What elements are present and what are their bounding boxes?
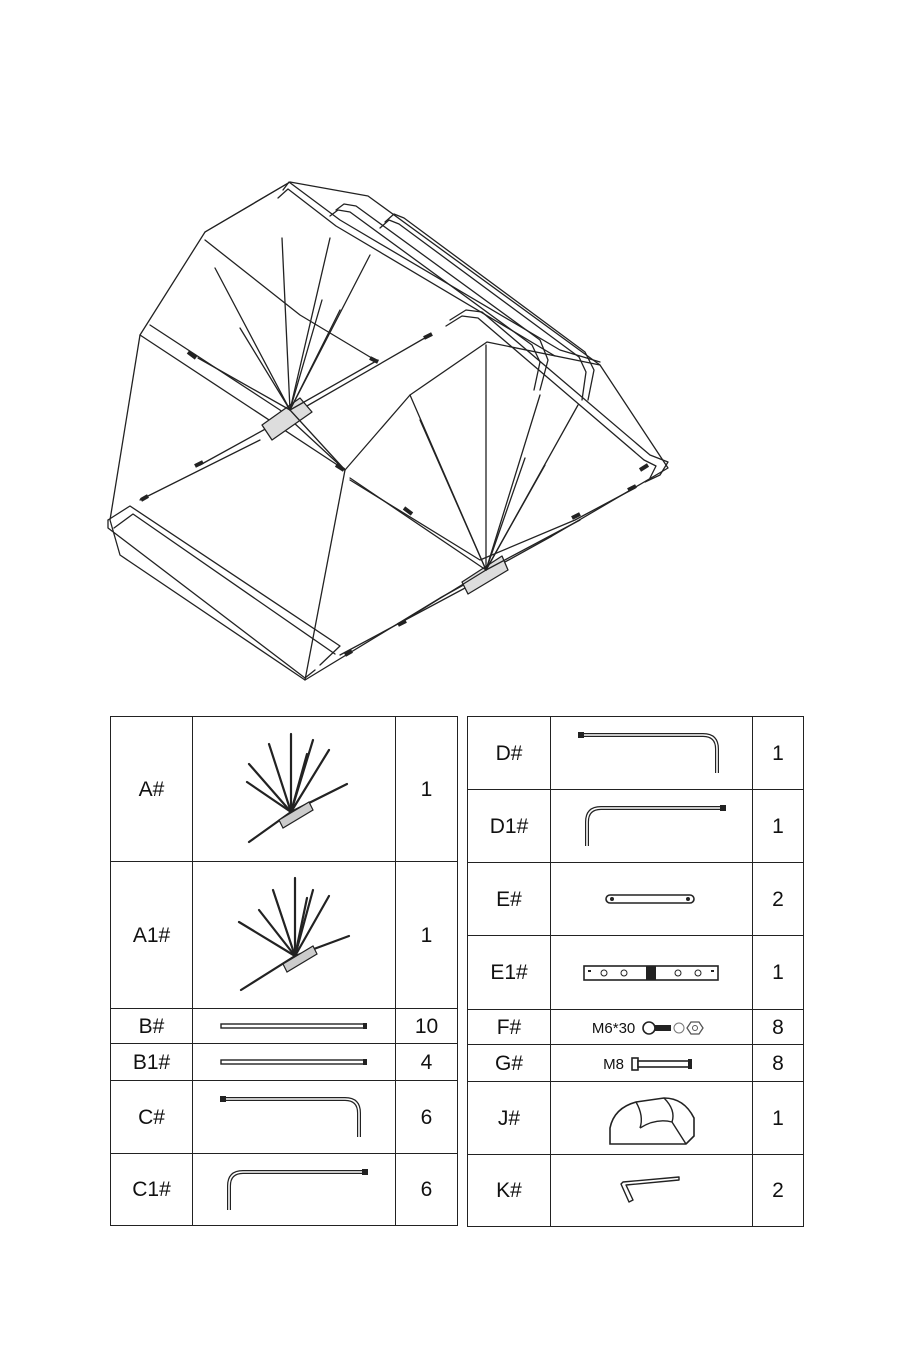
allen-key-icon — [551, 1155, 753, 1227]
part-code: B1# — [111, 1044, 193, 1081]
part-row — [468, 1010, 804, 1045]
bent-tube-right-icon — [193, 1081, 396, 1154]
straight-tube-short-icon — [193, 1044, 396, 1081]
part-qty: 8 — [753, 1045, 804, 1082]
part-row — [468, 863, 804, 936]
part-code: B# — [111, 1009, 193, 1044]
part-code: K# — [468, 1155, 551, 1227]
part-code: F# — [468, 1010, 551, 1045]
part-code: D# — [468, 717, 551, 790]
part-code: A# — [111, 717, 193, 862]
part-qty: 10 — [396, 1009, 458, 1044]
part-row — [468, 936, 804, 1010]
part-qty: 4 — [396, 1044, 458, 1081]
part-code: C# — [111, 1081, 193, 1154]
part-qty: 1 — [396, 717, 458, 862]
part-row — [111, 1044, 458, 1081]
part-qty: 1 — [753, 1082, 804, 1155]
foam-block-icon — [551, 1082, 753, 1155]
part-code: E# — [468, 863, 551, 936]
part-code: D1# — [468, 790, 551, 863]
part-row — [111, 1009, 458, 1044]
part-row — [111, 862, 458, 1009]
part-code: E1# — [468, 936, 551, 1010]
bent-tube-left-icon — [193, 1154, 396, 1226]
part-qty: 2 — [753, 863, 804, 936]
part-code: A1# — [111, 862, 193, 1009]
part-row — [468, 1082, 804, 1155]
part-row — [468, 790, 804, 863]
parts-table-right — [467, 716, 804, 1227]
part-qty: 1 — [396, 862, 458, 1009]
part-row — [468, 1155, 804, 1227]
part-qty: 6 — [396, 1081, 458, 1154]
part-row — [111, 1081, 458, 1154]
bent-tube-right-icon — [551, 717, 753, 790]
part-code: C1# — [111, 1154, 193, 1226]
part-qty: 1 — [753, 936, 804, 1010]
connector-bar-icon — [551, 863, 753, 936]
part-qty: 6 — [396, 1154, 458, 1226]
fan-bracket-poles-icon — [193, 717, 396, 862]
part-qty: 1 — [753, 717, 804, 790]
part-row — [111, 1154, 458, 1226]
part-qty: 1 — [753, 790, 804, 863]
bolt-nut-icon — [551, 1010, 753, 1045]
part-row — [468, 717, 804, 790]
part-code: J# — [468, 1082, 551, 1155]
straight-tube-icon — [193, 1009, 396, 1044]
pin-icon — [551, 1045, 753, 1082]
bent-tube-left-icon — [551, 790, 753, 863]
fan-bracket-poles-icon — [193, 862, 396, 1009]
hardware-size-label: M8 — [603, 1055, 624, 1073]
part-row — [468, 1045, 804, 1082]
part-qty: 2 — [753, 1155, 804, 1227]
hardware-size-label: M6*30 — [591, 1019, 636, 1037]
part-qty: 8 — [753, 1010, 804, 1045]
part-row — [111, 717, 458, 862]
part-code: G# — [468, 1045, 551, 1082]
parts-table-left — [110, 716, 458, 1226]
hinge-plate-icon — [551, 936, 753, 1010]
